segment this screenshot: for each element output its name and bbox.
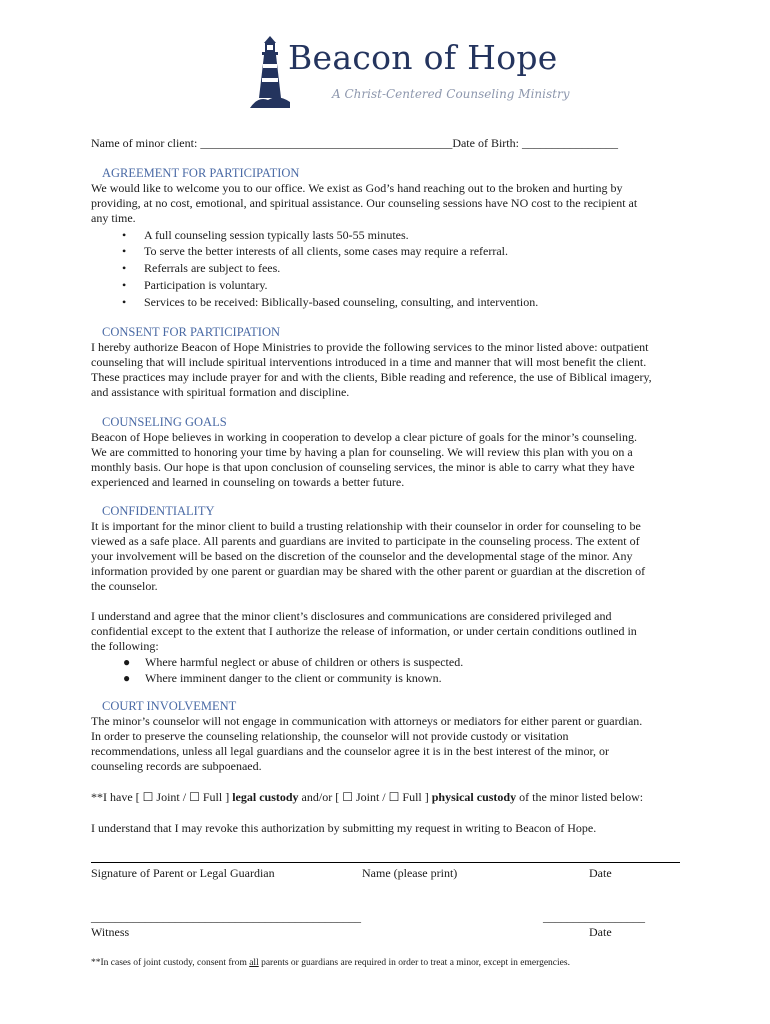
text-line: recommendations, unless all legal guardians and the counselor agree it is in the best interest of the minor, or <box>91 744 610 758</box>
text-line: experienced and learned in counseling on towards a better future. <box>91 475 405 489</box>
court-heading: COURT INVOLVEMENT <box>102 699 237 713</box>
full-label: Full ] <box>402 790 429 804</box>
name-field[interactable]: __________________________________________ <box>200 136 453 150</box>
signature-line[interactable] <box>91 862 680 863</box>
list-item-text: A full counseling session typically lasts 50-55 minutes. <box>144 228 409 242</box>
beacon-of-hope-logo <box>248 34 570 110</box>
text-line: the following: <box>91 639 159 653</box>
client-info-line <box>91 136 618 151</box>
list-item: • Participation is voluntary. <box>122 278 268 292</box>
consent-heading: CONSENT FOR PARTICIPATION <box>102 325 280 339</box>
list-item-text: Where harmful neglect or abuse of children or others is suspected. <box>145 655 464 669</box>
text-line: Beacon of Hope believes in working in cooperation to develop a clear picture of goals for the minor’s counseling. <box>91 430 637 444</box>
text-line: The minor’s counselor will not engage in communication with attorneys or mediators for either parent or guardian. <box>91 714 643 728</box>
list-item: ● Where harmful neglect or abuse of children or others is suspected. <box>123 655 464 669</box>
text-line: I hereby authorize Beacon of Hope Ministries to provide the following services to the minor listed above: outpatient <box>91 340 649 354</box>
text-line: viewed as a safe place. All parents and guardians are invited to participate in the counseling process. The extent of <box>91 534 640 548</box>
list-item: • A full counseling session typically lasts 50-55 minutes. <box>122 228 409 242</box>
list-item-text: Services to be received: Biblically-based counseling, consulting, and intervention. <box>144 295 539 309</box>
legal-full-checkbox[interactable]: ☐ <box>189 790 200 804</box>
joint-label: Joint / <box>355 790 386 804</box>
revoke-statement: I understand that I may revoke this authorization by submitting my request in writing to Beacon of Hope. <box>91 821 597 835</box>
legal-joint-checkbox[interactable]: ☐ <box>142 790 154 804</box>
signature-label: Signature of Parent or Legal Guardian <box>91 866 275 880</box>
footnote-suffix: parents or guardians are required in order to treat a minor, except in emergencies. <box>261 958 570 968</box>
witness-date-field[interactable]: _________________ <box>543 910 645 924</box>
footnote <box>91 958 570 968</box>
custody-prefix: **I have [ <box>91 790 140 804</box>
text-line: monthly basis. Our hope is that upon conclusion of counseling services, the minor is able to carry what they have <box>91 460 635 474</box>
text-line: any time. <box>91 211 136 225</box>
list-item: • Referrals are subject to fees. <box>122 261 281 275</box>
joint-label: Joint / <box>156 790 187 804</box>
custody-suffix: of the minor listed below: <box>519 790 644 804</box>
logo-subtitle: A Christ-Centered Counseling Ministry <box>332 87 570 101</box>
text-line: We are committed to honoring your time by having a plan for counseling. We will review this plan with you on a <box>91 445 633 459</box>
list-item: • Services to be received: Biblically-based counseling, consulting, and intervention. <box>122 295 539 309</box>
list-item-text: Participation is voluntary. <box>144 278 268 292</box>
legal-custody-label: legal custody <box>232 790 299 804</box>
physical-full-checkbox[interactable]: ☐ <box>388 790 400 804</box>
text-line: I understand and agree that the minor client’s disclosures and communications are considered privileged and <box>91 609 612 623</box>
text-line: We would like to welcome you to our office. We exist as God’s hand reaching out to the broken and hurting by <box>91 181 623 195</box>
confidentiality-heading: CONFIDENTIALITY <box>102 504 215 518</box>
agreement-heading: AGREEMENT FOR PARTICIPATION <box>102 166 300 180</box>
dob-label: Date of Birth: <box>452 136 519 150</box>
list-item: • To serve the better interests of all clients, some cases may require a referral. <box>122 244 509 258</box>
witness-field[interactable]: _____________________________________________ <box>91 910 361 924</box>
list-item-text: Where imminent danger to the client or community is known. <box>145 671 442 685</box>
dob-field[interactable]: ________________ <box>521 136 618 150</box>
text-line: the counselor. <box>91 579 158 593</box>
text-line: providing, at no cost, emotional, and spiritual assistance. Our counseling sessions have NO cost to the recipient at <box>91 196 638 210</box>
text-line: These practices may include prayer for and with the clients, Bible reading and reference, the use of Biblical imagery, <box>91 370 652 384</box>
andor-label: and/or [ <box>301 790 340 804</box>
witness-label: Witness <box>91 925 130 939</box>
goals-text <box>91 430 683 490</box>
custody-statement <box>91 790 643 805</box>
text-line: and assistance with spiritual formation and discipline. <box>91 385 350 399</box>
text-line: counseling that will include spiritual interventions introduced in a time and manner that will most benefit the client. <box>91 355 647 369</box>
footnote-emphasis: all <box>249 958 259 968</box>
text-line: It is important for the minor client to build a trusting relationship with their counselor in order for counseling to be <box>91 519 641 533</box>
lighthouse-icon <box>248 36 292 110</box>
print-name-label: Name (please print) <box>362 866 458 880</box>
footnote-prefix: **In cases of joint custody, consent from <box>91 958 247 968</box>
logo-title: Beacon of Hope <box>288 38 558 77</box>
full-label: Full ] <box>202 790 230 804</box>
text-line: In order to preserve the counseling relationship, the counselor will not provide custody or visitation <box>91 729 569 743</box>
physical-custody-label: physical custody <box>431 790 517 804</box>
text-line: counseling records are subpoenaed. <box>91 759 262 773</box>
date-label: Date <box>589 866 612 880</box>
list-item-text: To serve the better interests of all clients, some cases may require a referral. <box>144 244 509 258</box>
goals-heading: COUNSELING GOALS <box>102 415 227 429</box>
consent-text <box>91 340 683 400</box>
disclosure-text <box>91 609 683 654</box>
confidentiality-text <box>91 519 683 594</box>
physical-joint-checkbox[interactable]: ☐ <box>342 790 353 804</box>
name-label: Name of minor client: <box>91 136 198 150</box>
text-line: confidential except to the extent that I authorize the release of information, or under certain conditions outlined in <box>91 624 637 638</box>
text-line: your involvement will be based on the discretion of the counselor and the developmental stage of the minor. Any <box>91 549 633 563</box>
list-item: ● Where imminent danger to the client or community is known. <box>123 671 442 685</box>
text-line: information provided by one parent or guardian may be shared with the other parent or guardian at the discretion of <box>91 564 646 578</box>
court-text <box>91 714 683 774</box>
agreement-text <box>91 181 683 226</box>
list-item-text: Referrals are subject to fees. <box>144 261 281 275</box>
witness-date-label: Date <box>589 925 612 939</box>
